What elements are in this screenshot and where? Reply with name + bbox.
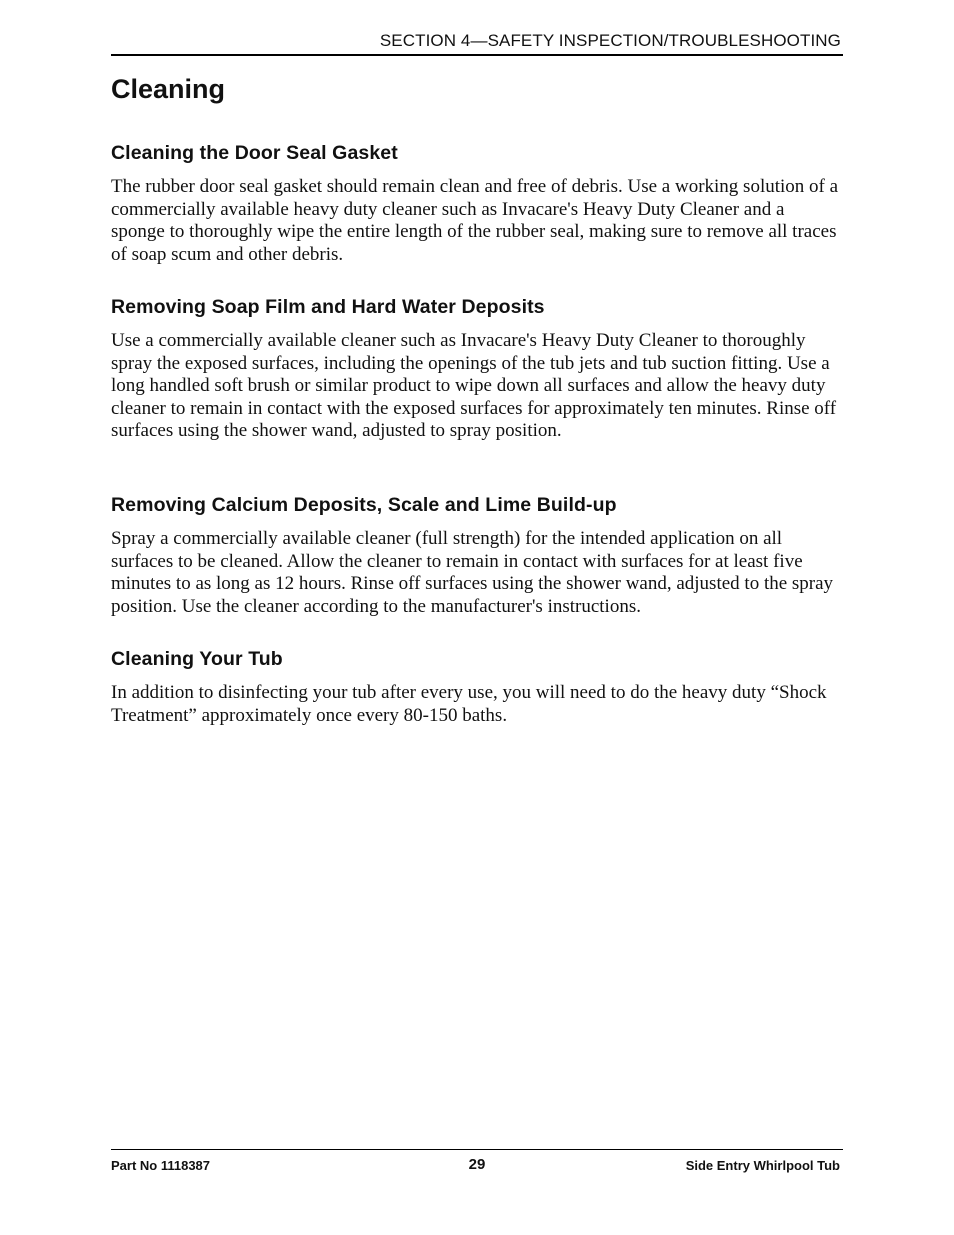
section-heading: Removing Calcium Deposits, Scale and Lime Build-up [111, 494, 617, 516]
section-header: SECTION 4—SAFETY INSPECTION/TROUBLESHOOTING [379, 31, 841, 50]
section-heading: Removing Soap Film and Hard Water Deposits [111, 296, 545, 318]
section-calcium-deposits [111, 494, 841, 618]
section-body: Use a commercially available cleaner such as Invacare's Heavy Duty Cleaner to thoroughly spray the exposed surfaces, including the openings of the tub jets and tub suction fitting. Use a long handled soft brush or similar product to wipe down all surfaces and allow the heavy duty cleaner to remain in contact with the exposed surfaces for approximately ten minutes. Rinse off surfaces using the shower wand, adjusted to spray position. [111, 330, 837, 442]
page-title: Cleaning [111, 74, 226, 104]
footer-divider [111, 1149, 843, 1150]
footer-product-name: Side Entry Whirlpool Tub [685, 1158, 840, 1173]
header-divider [111, 54, 843, 56]
section-heading: Cleaning Your Tub [111, 648, 283, 670]
section-soap-film [111, 296, 841, 443]
section-door-seal-gasket [111, 142, 841, 266]
section-heading: Cleaning the Door Seal Gasket [111, 142, 398, 164]
section-body: Spray a commercially available cleaner (full strength) for the intended application on all surfaces to be cleaned. Allow the cleaner to remain in contact with surfaces for at least five minutes to as long as 12 hours. Rinse off surfaces using the shower wand, adjusted to the spray position. Use the cleaner according to the manufacturer's instructions. [111, 528, 834, 617]
footer-page-number: 29 [468, 1156, 486, 1173]
section-body: The rubber door seal gasket should remain clean and free of debris. Use a working solution of a commercially available heavy duty cleaner such as Invacare's Heavy Duty Cleaner and a sponge to thoroughly wipe the entire length of the rubber seal, making sure to remove all traces of soap scum and other debris. [111, 176, 839, 265]
section-cleaning-your-tub [111, 648, 841, 727]
footer-part-number: Part No 1118387 [111, 1158, 211, 1173]
section-body: In addition to disinfecting your tub after every use, you will need to do the heavy duty “Shock Treatment” approximately once every 80-150 baths. [111, 682, 827, 726]
